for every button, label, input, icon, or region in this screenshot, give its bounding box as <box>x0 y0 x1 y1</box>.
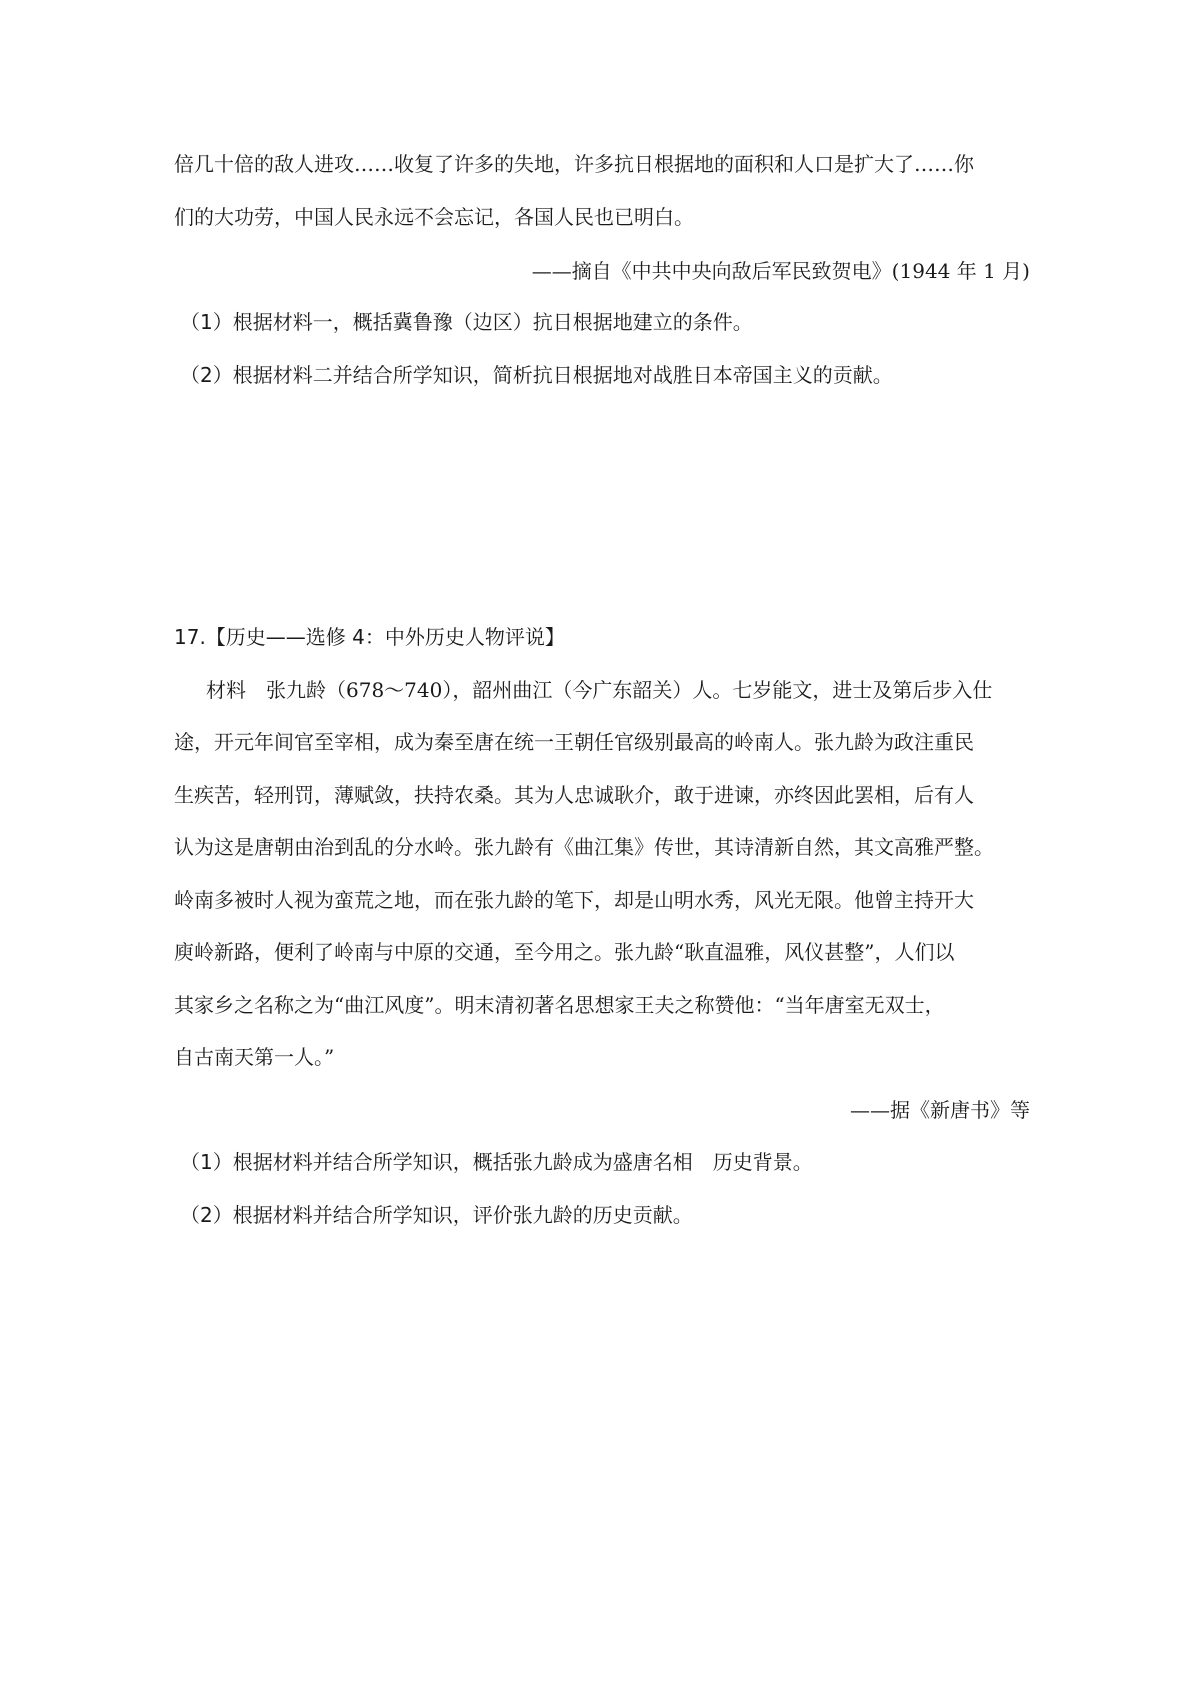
material-line: 生疾苦，轻刑罚，薄赋敛，扶持农桑。其为人忠诚耿介，敢于进谏，亦终因此罢相，后有人 <box>174 783 974 807</box>
question-item: （1）根据材料一，概括冀鲁豫（边区）抗日根据地建立的条件。 <box>180 310 753 334</box>
question-item: （2）根据材料并结合所学知识，评价张九龄的历史贡献。 <box>180 1203 693 1227</box>
question-item: （2）根据材料二并结合所学知识，简析抗日根据地对战胜日本帝国主义的贡献。 <box>180 363 893 387</box>
material-line: 自古南天第一人。” <box>174 1045 335 1069</box>
material-line: 们的大功劳，中国人民永远不会忘记，各国人民也已明白。 <box>174 205 694 229</box>
material-line: 倍几十倍的敌人进攻……收复了许多的失地，许多抗日根据地的面积和人口是扩大了……你 <box>174 152 974 176</box>
material-line: 认为这是唐朝由治到乱的分水岭。张九龄有《曲江集》传世，其诗清新自然，其文高雅严整。 <box>174 835 994 859</box>
source-citation: ——据《新唐书》等 <box>850 1098 1030 1122</box>
material-line: 其家乡之名称之为“曲江风度”。明末清初著名思想家王夫之称赞他：“当年唐室无双士， <box>174 993 945 1017</box>
question-heading: 17.【历史——选修 4：中外历史人物评说】 <box>174 625 565 649</box>
question-item: （1）根据材料并结合所学知识，概括张九龄成为盛唐名相 历史背景。 <box>180 1150 813 1174</box>
material-line: 途，开元年间官至宰相，成为秦至唐在统一王朝任官级别最高的岭南人。张九龄为政注重民 <box>174 730 974 754</box>
source-citation: ——摘自《中共中央向敌后军民致贺电》(1944 年 1 月) <box>531 259 1030 283</box>
material-line: 岭南多被时人视为蛮荒之地，而在张九龄的笔下，却是山明水秀，风光无限。他曾主持开大 <box>174 888 974 912</box>
material-line: 庾岭新路，便利了岭南与中原的交通，至今用之。张九龄“耿直温雅，风仪甚整”，人们以 <box>174 940 955 964</box>
material-line: 材料 张九龄（678～740），韶州曲江（今广东韶关）人。七岁能文，进士及第后步入仕 <box>206 678 993 702</box>
